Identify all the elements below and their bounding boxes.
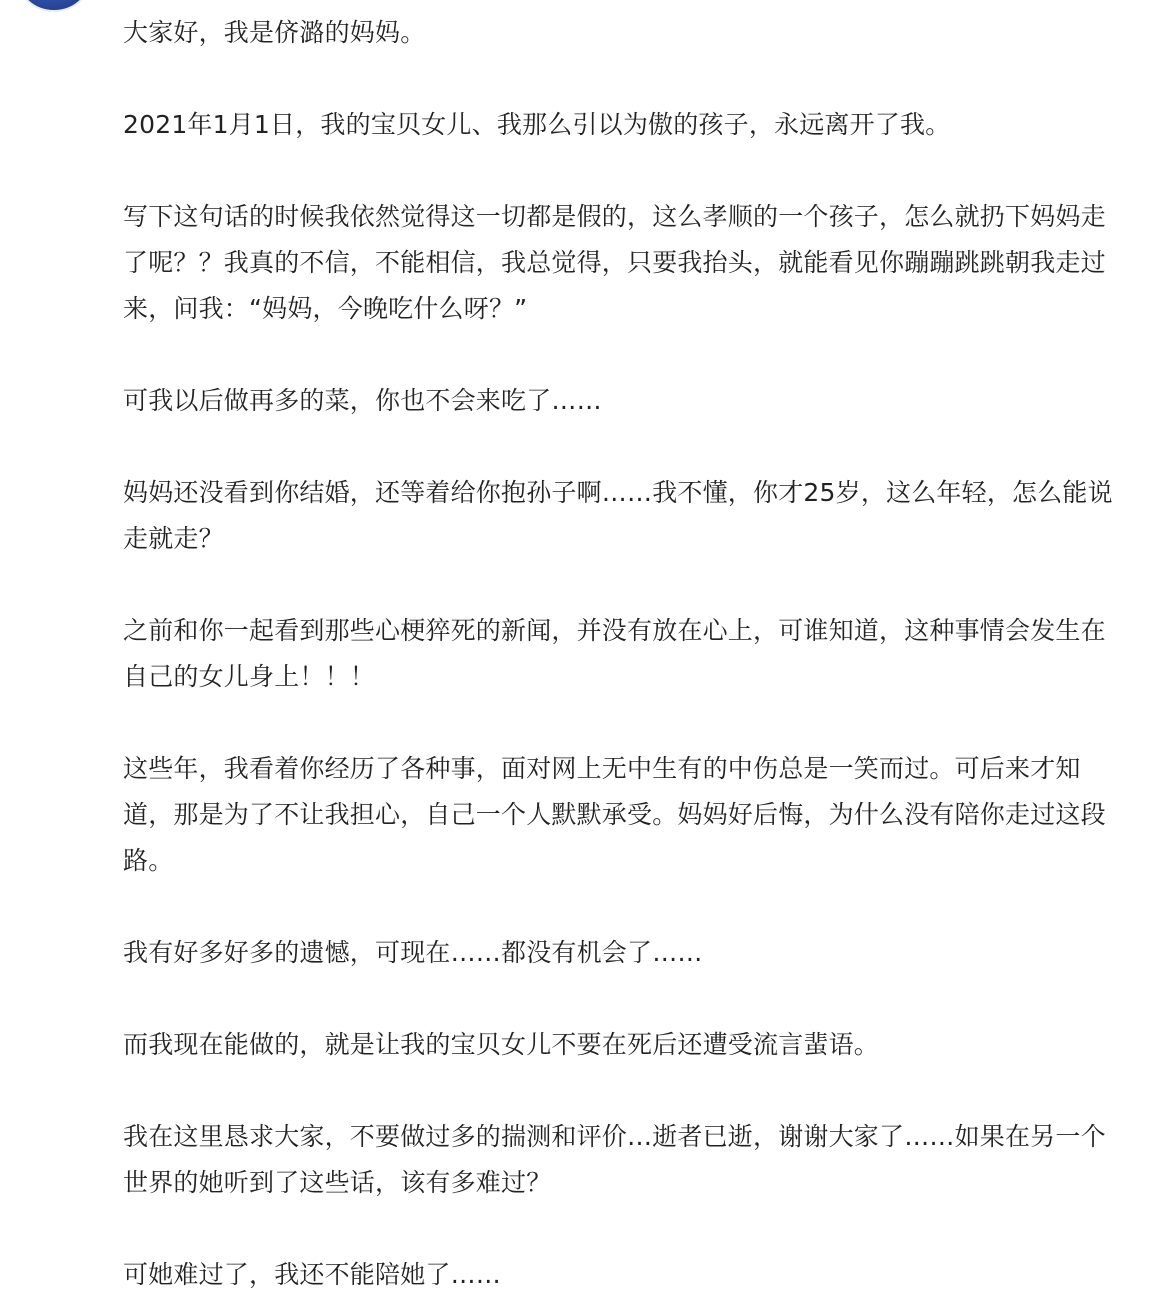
post-paragraph: 之前和你一起看到那些心梗猝死的新闻，并没有放在心上，可谁知道，这种事情会发生在自己的女儿身上！！！ <box>123 616 1106 691</box>
post-paragraph: 我有好多好多的遗憾，可现在……都没有机会了…… <box>123 938 703 967</box>
post-body <box>123 10 1113 1298</box>
post-paragraph: 而我现在能做的，就是让我的宝贝女儿不要在死后还遭受流言蜚语。 <box>123 1030 880 1059</box>
post-paragraph: 我在这里恳求大家，不要做过多的揣测和评价…逝者已逝，谢谢大家了……如果在另一个世界的她听到了这些话，该有多难过？ <box>123 1122 1106 1197</box>
post-paragraph: 可她难过了，我还不能陪她了…… <box>123 1260 502 1289</box>
avatar[interactable] <box>14 0 94 12</box>
post-paragraph: 妈妈还没看到你结婚，还等着给你抱孙子啊……我不懂，你才25岁，这么年轻，怎么能说走就走？ <box>123 478 1113 553</box>
post-paragraph: 可我以后做再多的菜，你也不会来吃了…… <box>123 386 602 415</box>
post-paragraph: 这些年，我看着你经历了各种事，面对网上无中生有的中伤总是一笑而过。可后来才知道，那是为了不让我担心，自己一个人默默承受。妈妈好后悔，为什么没有陪你走过这段路。 <box>123 754 1106 875</box>
post-paragraph: 2021年1月1日，我的宝贝女儿、我那么引以为傲的孩子，永远离开了我。 <box>123 110 951 139</box>
post-paragraph: 写下这句话的时候我依然觉得这一切都是假的，这么孝顺的一个孩子，怎么就扔下妈妈走了呢？？我真的不信，不能相信，我总觉得，只要我抬头，就能看见你蹦蹦跳跳朝我走过来，问我：“妈妈，今晚吃什么呀？” <box>123 202 1106 323</box>
post-paragraph: 大家好，我是侪潞的妈妈。 <box>123 18 426 47</box>
